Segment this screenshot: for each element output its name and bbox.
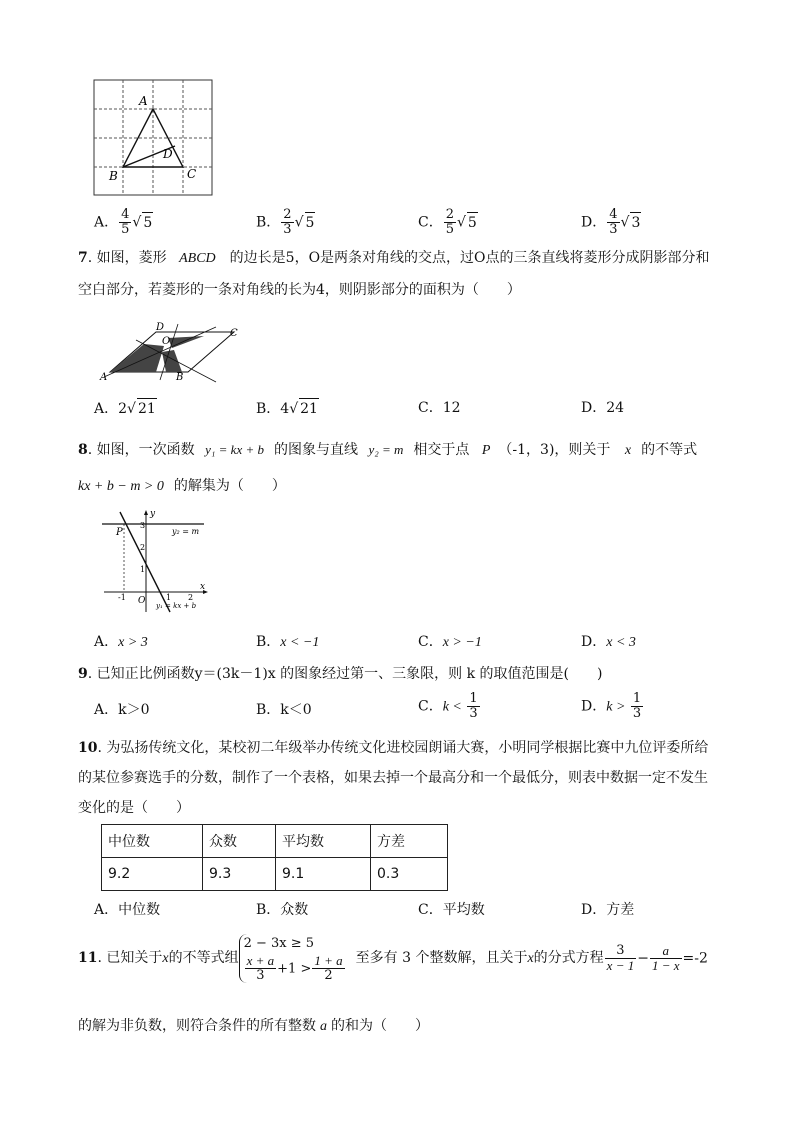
table-header-cell: 方差 xyxy=(371,825,448,858)
label-B: B xyxy=(109,169,118,183)
table-cell: 0.3 xyxy=(371,858,448,891)
table-cell: 9.1 xyxy=(276,858,371,891)
label-A: A xyxy=(139,94,148,108)
q9-option-d: D．k > $\frac{1}{3}$ xyxy=(581,691,642,721)
table-header-row xyxy=(102,825,448,858)
q7-option-c: C．12 xyxy=(418,400,461,416)
tick-x-2: 2 xyxy=(188,593,194,602)
q10-line3: 变化的是（ ） xyxy=(78,800,190,816)
label-D: D xyxy=(163,147,173,161)
q10-line2: 的某位参赛选手的分数，制作了一个表格，如果去掉一个最高分和一个最低分，则表中数据一定不发生 xyxy=(78,770,708,786)
tick-y-2: 2 xyxy=(140,543,146,552)
tick-x-neg1: -1 xyxy=(118,593,126,602)
table-header-cell: 众数 xyxy=(203,825,276,858)
q11-line2: 的解为非负数，则符合条件的所有整数 a 的和为（ ） xyxy=(78,1018,429,1034)
q8-line1: 8. 如图，一次函数 y₁ = kx + b 的图象与直线 y₂ = m 相交于点 P （-1，3)，则关于 x 的不等式 xyxy=(78,442,698,458)
linear-function-graph xyxy=(100,508,212,614)
label-B: B xyxy=(176,372,184,383)
q9-option-c: C．k < $\frac{1}{3}$ xyxy=(418,691,478,721)
q7-line2: 空白部分，若菱形的一条对角线的长为4，则阴影部分的面积为（ ） xyxy=(78,282,521,298)
q7-option-b: B．4√ 21 xyxy=(256,398,319,419)
q9-option-a: A．k＞0 xyxy=(94,702,150,718)
line-label-y1: y₁ = kx + b xyxy=(156,602,197,610)
statistics-table xyxy=(101,824,448,891)
q9-line1: 9. 已知正比例函数y＝(3k－1)x 的图象经过第一、三象限，则 k 的取值范围是( ) xyxy=(78,666,603,682)
q7-line1: 7. 如图，菱形 ABCD 的边长是5，O是两条对角线的交点，过O点的三条直线将菱形分成阴影部分和 xyxy=(78,250,710,266)
q9-option-b: B．k＜0 xyxy=(256,702,312,718)
axis-label-y: y xyxy=(150,509,156,519)
label-O: O xyxy=(138,596,146,606)
q6-option-c: C． $\frac{2}{5}$ √ 5 xyxy=(418,207,477,237)
q6-option-d: D． $\frac{4}{3}$ √ 3 xyxy=(581,207,641,237)
q6-option-a: A． $\frac{4}{5}$ √ 5 xyxy=(94,207,153,237)
label-A: A xyxy=(100,372,108,383)
q10-option-d: D．方差 xyxy=(581,902,635,918)
q7-option-a: A．2√ 21 xyxy=(94,398,157,419)
label-C: C xyxy=(230,328,238,339)
axis-label-x: x xyxy=(200,582,206,592)
q11-line1: 11. 已知关于x的不等式组 2 − 3x ≥ 5 $\frac{x + a}{3}$ +1 > $\frac{1 + a}{2}$ 至多有 3 个整数解，且关于x的分式方程 $\frac{3}{x - 1}$ − $\frac{a}{1 - x}$ =-2 xyxy=(78,936,708,983)
inequality-system: 2 − 3x ≥ 5 $\frac{x + a}{3}$ +1 > $\frac{1 + a}{2}$ xyxy=(239,934,346,983)
label-C: C xyxy=(187,167,197,181)
tick-y-3: 3 xyxy=(140,521,146,530)
label-P: P xyxy=(116,527,123,538)
q8-option-c: C．x > −1 xyxy=(418,634,482,650)
q8-option-b: B．x < −1 xyxy=(256,634,320,650)
table-header-cell: 中位数 xyxy=(102,825,203,858)
line-label-y2: y₂ = m xyxy=(172,527,200,536)
q8-line2: kx + b − m > 0 的解集为（ ） xyxy=(78,478,286,494)
tick-x-1: 1 xyxy=(166,593,172,602)
q8-option-d: D．x < 3 xyxy=(581,634,636,650)
q10-option-c: C．平均数 xyxy=(418,902,485,918)
table-cell: 9.3 xyxy=(203,858,276,891)
q10-option-a: A．中位数 xyxy=(94,902,161,918)
grid-triangle-figure xyxy=(92,78,216,198)
q10-option-b: B．众数 xyxy=(256,902,309,918)
label-O: O xyxy=(162,336,171,347)
label-D: D xyxy=(156,322,165,333)
table-cell: 9.2 xyxy=(102,858,203,891)
table-row xyxy=(102,858,448,891)
tick-y-1: 1 xyxy=(140,565,146,574)
q10-line1: 10. 为弘扬传统文化，某校初二年级举办传统文化进校园朗诵大赛，小明同学根据比赛中九位评委所给 xyxy=(78,740,709,756)
table-header-cell: 平均数 xyxy=(276,825,371,858)
q7-option-d: D．24 xyxy=(581,400,625,416)
rhombus-figure xyxy=(96,322,246,384)
q6-option-b: B． $\frac{2}{3}$ √ 5 xyxy=(256,207,315,237)
q8-option-a: A．x > 3 xyxy=(94,634,148,650)
